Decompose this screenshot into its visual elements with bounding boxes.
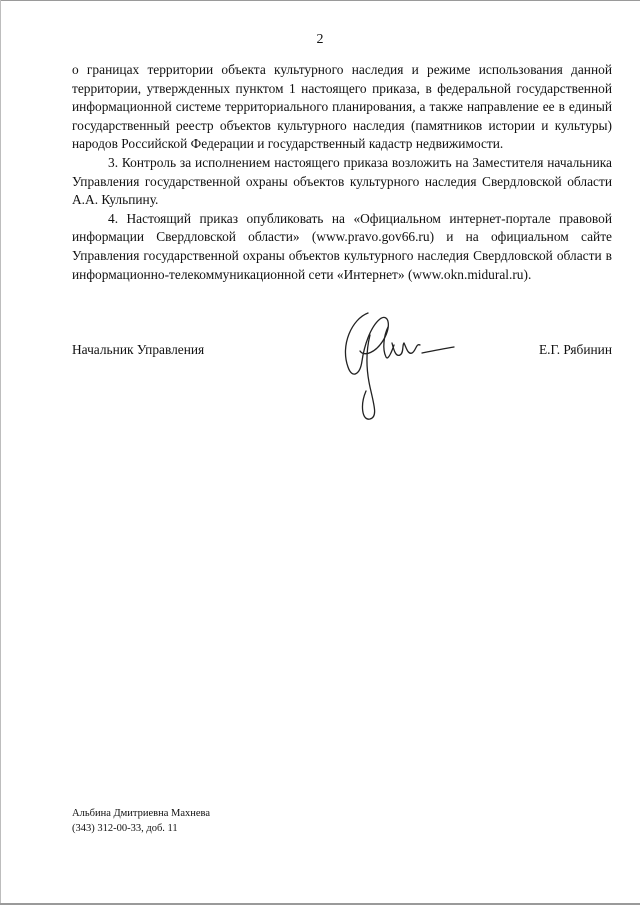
scan-edge-top	[0, 0, 640, 1]
signatory-position: Начальник Управления	[72, 342, 205, 357]
executor-name: Альбина Дмитриевна Махнева	[72, 808, 211, 819]
document-body	[72, 61, 612, 284]
paragraph-item-3: 3. Контроль за исполнением настоящего приказа возложить на Заместителя начальника Управления государственной охраны объектов культурного наследия Свердловской области А.А. Кульпину.	[72, 154, 612, 208]
executor-info	[72, 806, 210, 836]
scan-edge-left	[0, 0, 1, 905]
handwritten-signature-icon	[330, 305, 460, 425]
executor-phone: (343) 312-00-33, доб. 11	[72, 823, 178, 834]
paragraph-item-4: 4. Настоящий приказ опубликовать на «Официальном интернет-портале правовой информации Свердловской области» (www.pravo.gov66.ru) и на официальном сайте Управления государственной охраны объектов культурного наследия Свердловской области в информационно-телекоммуникационной сети «Интернет» (www.okn.midural.ru).	[72, 210, 612, 282]
page-number: 2	[316, 32, 324, 47]
signatory-name: Е.Г. Рябинин	[538, 342, 612, 357]
paragraph-continuation: о границах территории объекта культурного наследия и режиме использования данной территории, утвержденных пунктом 1 настоящего приказа, в федеральной государственной информационной системе территориального планирования, а также направление ее в единый государственный реестр объектов культурного наследия (памятников истории и культуры) народов Российской Федерации и государственный кадастр недвижимости.	[72, 62, 612, 152]
